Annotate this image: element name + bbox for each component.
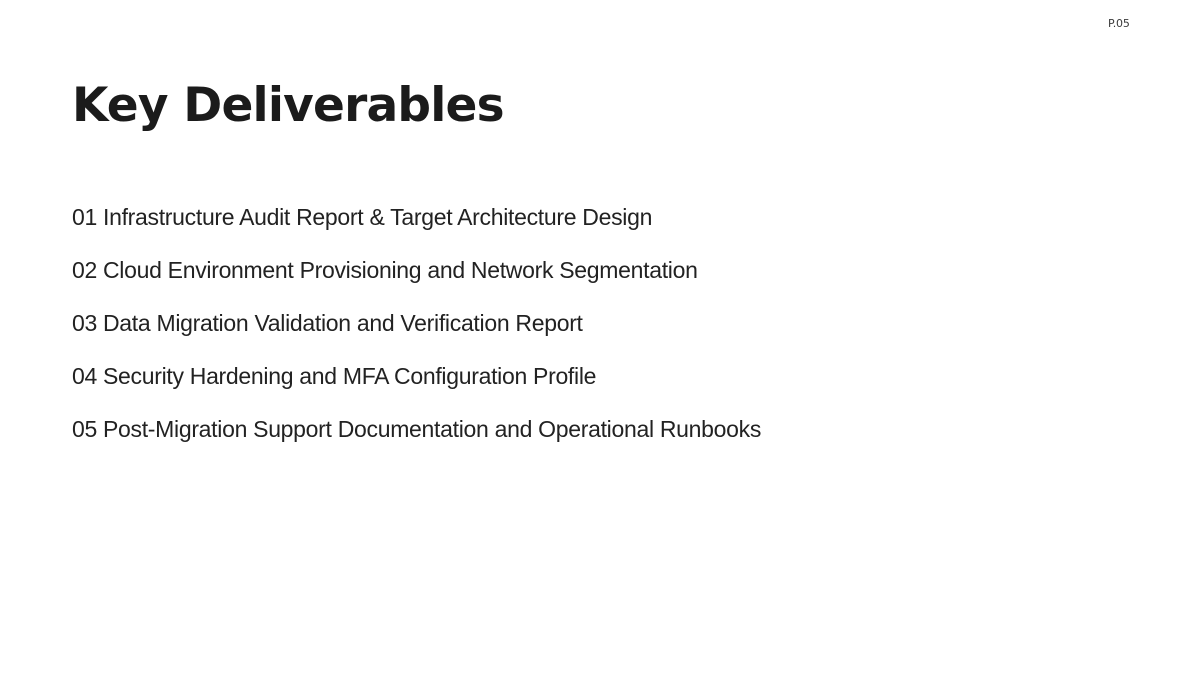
deliverable-item: [72, 409, 761, 462]
deliverable-text: Security Hardening and MFA Configuration Profile: [102, 363, 597, 389]
deliverable-number: 05: [72, 416, 97, 442]
deliverable-number: 01: [72, 204, 97, 230]
deliverable-number: 02: [72, 257, 97, 283]
deliverable-text: Cloud Environment Provisioning and Network Segmentation: [102, 257, 698, 283]
deliverable-number: 03: [72, 310, 97, 336]
deliverable-text: Infrastructure Audit Report & Target Architecture Design: [102, 204, 653, 230]
deliverable-item: [72, 250, 761, 303]
page-number: P.05: [1108, 17, 1130, 30]
page-title: Key Deliverables: [72, 78, 504, 133]
deliverable-text: Post-Migration Support Documentation and Operational Runbooks: [102, 416, 762, 442]
deliverable-number: 04: [72, 363, 97, 389]
deliverables-list: [72, 197, 761, 462]
deliverable-item: [72, 303, 761, 356]
deliverable-text: Data Migration Validation and Verification Report: [102, 310, 583, 336]
deliverable-item: [72, 197, 761, 250]
deliverable-item: [72, 356, 761, 409]
